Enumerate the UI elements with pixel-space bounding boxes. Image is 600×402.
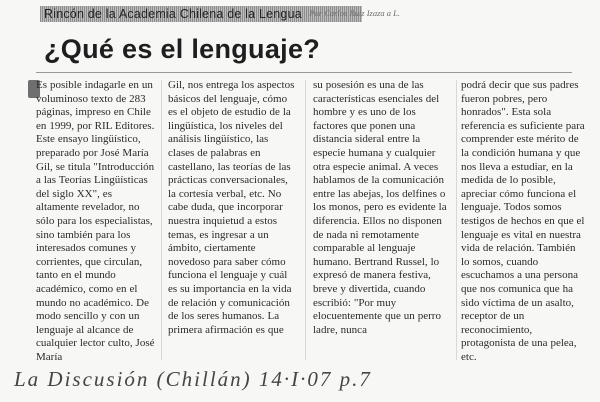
handwritten-source-note: La Discusión (Chillán) 14·I·07 p.7	[14, 367, 372, 391]
column-divider	[161, 80, 162, 360]
article-column-4: podrá decir que sus padres fueron pobres, pero honrados". Esta sola referencia es suficiente para comprender este mérito de la condición humana y que nos lleva a estudiar, en la medida de lo posible, apreciar cómo funciona el lenguaje. Todos somos testigos de hechos en que el lenguaje es vital en nuestra vida de relación. También lo somos, cuando escuchamos a una persona que nos comunica que ha sido víctima de un asalto, receptor de un reconocimiento, protagonista de una pelea, etc.	[461, 79, 585, 361]
headline-rule	[36, 72, 572, 73]
byline: Por Carlos Ruiz Izaza a L.	[309, 8, 400, 18]
article-headline: ¿Qué es el lenguaje?	[44, 34, 321, 64]
column-divider	[456, 80, 457, 360]
article-column-3: su posesión es una de las características esenciales del hombre y es uno de los factores que ponen una distancia sideral entre la especie humana y cualquier otra especie animal. A veces hablamos de la comunicación entre las abejas, los delfines o los monos, pero es evidente la diferencia. Ellos no disponen de nada ni remotamente comparable al lenguaje humano. Bertrand Russel, lo expresó de manera festiva, breve y divertida, cuando escribió: "Por muy elocuentemente que un perro ladre, nunca	[313, 79, 447, 336]
section-kicker-text: Rincón de la Academia Chilena de la Lengua	[40, 6, 362, 22]
article-column-1: Es posible indagarle en un voluminoso texto de 283 páginas, impreso en Chile en 1999, por RIL Editores. Este ensayo lingüístico, preparado por José María Gil, se titula "Introducción a las Teorías Lingüísticas del siglo XX", es altamente revelador, no sólo para los especialistas, sino también para los interesados comunes y corrientes, que circulan, tanto en el mundo académico, como en el mundo no académico. De modo sencillo y con un lenguaje al alcance de cualquier lector culto, José María	[36, 79, 155, 361]
article-column-2: Gil, nos entrega los aspectos básicos del lenguaje, cómo es el objeto de estudio de la lingüística, los niveles del análisis lingüístico, las clases de palabras en castellano, las teorías de las prácticas conversacionales, la cortesía verbal, etc. No cabe duda, que incorporar nuestra inquietud a estos temas, es ingresar a un ámbito, ciertamente novedoso para saber cómo funciona el lenguaje y cuál es su importancia en la vida de relación y comunicación de los seres humanos. La primera afirmación es que	[168, 79, 295, 336]
column-divider	[305, 80, 306, 360]
